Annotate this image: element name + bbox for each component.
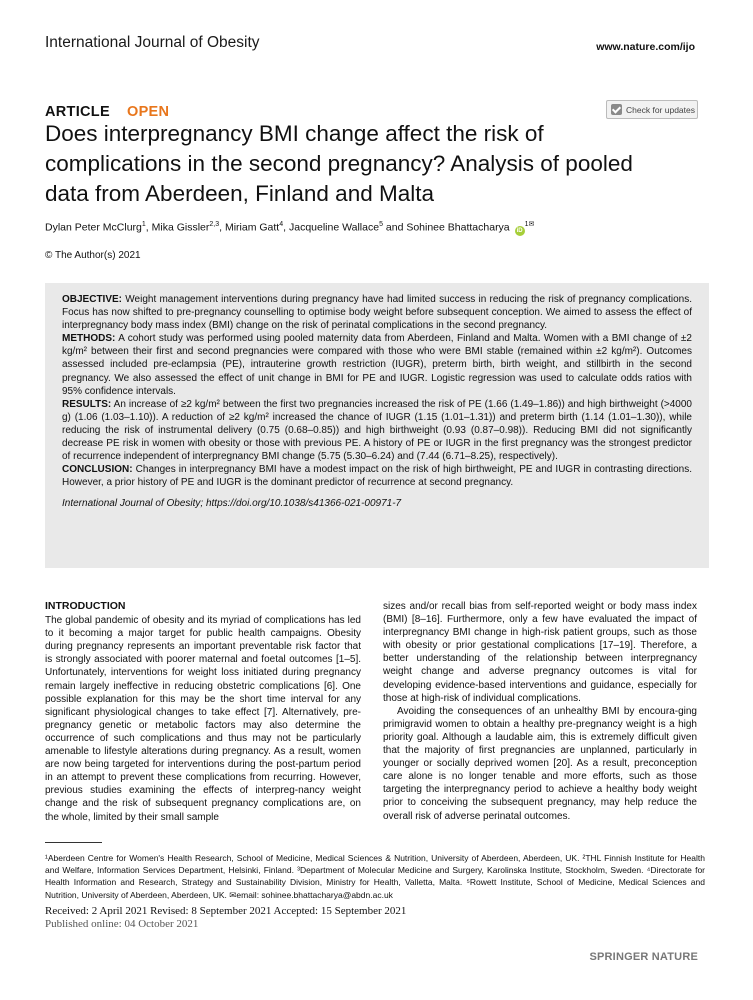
article-title: Does interpregnancy BMI change affect the risk of complications in the second pregnancy? Analysis of pooled data from Aberdeen, Finland and Malta bbox=[45, 121, 633, 206]
body-column-right bbox=[383, 600, 697, 823]
author-list: Dylan Peter McClurg$^1$, Mika Gissler$^{2,3}$, Miriam Gatt$^4$, Jacqueline Wallace$^5$ and Sohinee Bhattacharya $iD^{1✉}$ bbox=[45, 221, 535, 234]
author-affiliation-sup: 1✉ bbox=[524, 221, 535, 228]
open-access-label: OPEN bbox=[127, 104, 170, 120]
conclusion-text: Changes in interpregnancy BMI have a modest impact on the risk of high birthweight, PE and IUGR in contrasting directions. However, a prior history of PE and IUGR is the dominant predictor of recurrence at second pregnancy. bbox=[62, 464, 692, 489]
author-affiliation-sup: 1 bbox=[141, 221, 146, 228]
methods-label: METHODS: bbox=[62, 333, 116, 345]
orcid-icon[interactable]: iD bbox=[516, 227, 523, 234]
publisher-logo: SPRINGER NATURE bbox=[589, 951, 698, 963]
section-heading: INTRODUCTION bbox=[45, 600, 126, 612]
author-affiliation-sup: 4 bbox=[279, 221, 284, 228]
footnote-divider bbox=[45, 842, 102, 843]
article-type-label: ARTICLE bbox=[45, 104, 110, 120]
results-text: An increase of ≥2 kg/m² between the first two pregnancies increased the risk of PE (1.66 (1.49–1.86)) and high birthweight (>4000 g) (1.06 (1.03–1.10)). A reduction of ≥2 kg/m² increased the chance of IUGR (1.15 (1.01–1.31)) and preterm birth (1.14 (1.01–1.30)), while reducing the risk of instrumental delivery (0.75 (0.68–0.85)) and high birthweight (0.93 (0.87–0.98)). Reducing BMI did not significantly decrease PE risk in women with obesity or those with previous PE. A history of PE or IUGR in the first pregnancy was the strongest predictor of recurrence independent of interpregnancy BMI change (5.75 (5.30–6.24) and (7.44 (6.71–8.25), respectively). bbox=[62, 398, 692, 463]
check-for-updates-button[interactable] bbox=[606, 100, 698, 119]
author-affiliation-sup: 2,3 bbox=[209, 221, 220, 228]
objective-label: OBJECTIVE: bbox=[62, 294, 123, 305]
abstract-results bbox=[62, 398, 692, 463]
affiliations-footnote: ¹Aberdeen Centre for Women's Health Research, School of Medicine, Medical Sciences & Nutrition, University of Aberdeen, Aberdeen, UK. ²THL Finnish Institute for Health and Welfare, Information Services Department, Helsinki, Finland. ³Department of Molecular Medicine and Surgery, Karolinska Institute, Stockholm, Sweden. ⁴Directorate for Health Information and Research, Strategy and Sustainability Division, Ministry for Health, Valletta, Malta. ⁵Rowett Institute, School of Medicine, Medical Sciences and Nutrition, University of Aberdeen, Aberdeen, UK. ✉email: sohinee.bhattacharya@abdn.ac.uk bbox=[45, 853, 705, 900]
objective-text: Weight management interventions during pregnancy have had limited success in reducing the risk of pregnancy complications. Focus has now shifted to pre-pregnancy counselling to optimise body weight before subsequent conception. We aimed to assess the effect of interpregnancy body mass index (BMI) change on the risk of perinatal complications in the second pregnancy. bbox=[62, 294, 692, 332]
received-revised-accepted-dates: Received: 2 April 2021 Revised: 8 September 2021 Accepted: 15 September 2021 bbox=[45, 905, 407, 917]
body-paragraph: sizes and/or recall bias from self-reported weight or body mass index (BMI) [8–16]. Furthermore, only a few have evaluated the impact of interpregnancy BMI change in high-risk patient groups, such as those with obesity or prior gestational complications [17–19]. Therefore, a better understanding of the relationship between interpregnancy weight change and adverse pregnancy outcomes is vital for developing evidence-based interventions and guidance, especially for those at high-risk of individual complications. bbox=[383, 601, 697, 704]
abstract-conclusion bbox=[62, 463, 692, 489]
check-for-updates-label: Check for updates bbox=[626, 104, 695, 115]
journal-name: International Journal of Obesity bbox=[45, 34, 260, 51]
conclusion-label: CONCLUSION: bbox=[62, 464, 133, 476]
body-column-left bbox=[45, 600, 361, 824]
abstract-methods bbox=[62, 332, 692, 397]
published-online-date: Published online: 04 October 2021 bbox=[45, 918, 199, 930]
author-name[interactable]: Mika Gissler bbox=[151, 221, 210, 234]
results-label: RESULTS: bbox=[62, 398, 112, 410]
methods-text: A cohort study was performed using pooled maternity data from Aberdeen, Finland and Malta. Women with a BMI change of ±2 kg/m² between their first and second pregnancies were compared with those who were BMI stable (remained within ±2 kg/m²). Outcomes assessed included pre-eclampsia (PE), intrauterine growth restriction (IUGR), preterm birth, birth weight, and stillbirth in the second pregnancy. We also assessed the effect of unit change in BMI for PE and IUGR. Logistic regression was used to calculate odds ratios with 95% confidence intervals. bbox=[62, 333, 692, 397]
body-paragraph: The global pandemic of obesity and its myriad of complications has led to it becoming a major target for public health campaigns. Obesity during pregnancy represents an important preventable risk factor that is strongly associated with poorer maternal and foetal outcomes [1–5]. Unfortunately, interventions for weight loss initiated during pregnancy remain largely ineffective in reducing obstetric complications [6]. One possible explanation for this may be the short time interval for any significant physiological changes to take effect [7]. Alternatively, pre-pregnancy genetic or metabolic factors may also determine the occurrence of such complications and thus may not be particularly amenable to lifestyle alterations during pregnancy. As a result, women are now being targeted for interventions during the post-partum period in an attempt to prevent these complications from recurring. However, previous studies examining the effects of interpreg-nancy weight change and the risk of subsequent pregnancy complications are, on the whole, limited by their small sample bbox=[45, 615, 361, 823]
author-name[interactable]: Miriam Gatt bbox=[224, 221, 280, 234]
author-affiliation-sup: 5 bbox=[379, 221, 383, 228]
author-name[interactable]: Jacqueline Wallace bbox=[288, 221, 380, 234]
author-name[interactable]: Sohinee Bhattacharya bbox=[406, 221, 510, 234]
journal-url-link[interactable]: www.nature.com/ijo bbox=[596, 41, 695, 53]
abstract-objective bbox=[62, 293, 692, 332]
copyright-notice: © The Author(s) 2021 bbox=[45, 250, 141, 261]
citation-doi-link[interactable]: International Journal of Obesity; https://doi.org/10.1038/s41366-021-00971-7 bbox=[62, 498, 402, 510]
body-paragraph: Avoiding the consequences of an unhealthy BMI by encoura-ging primigravid women to obtain a healthy pre-pregnancy weight is a high priority goal. Although a laudable aim, this is extremely difficult given that the majority of first pregnancies are unplanned, particularly in younger or socially deprived women [20]. As a result, preconception care alone is no longer tenable and more efforts, such as those targeting the interpregnancy period to achieve a healthy body weight prior to conceiving the subsequent pregnancy, may help reduce the overall risk of adverse perinatal outcomes. bbox=[383, 705, 697, 822]
abstract-box bbox=[45, 283, 709, 568]
author-name[interactable]: Dylan Peter McClurg bbox=[45, 221, 142, 234]
check-icon bbox=[611, 104, 622, 115]
publication-dates bbox=[45, 905, 406, 931]
